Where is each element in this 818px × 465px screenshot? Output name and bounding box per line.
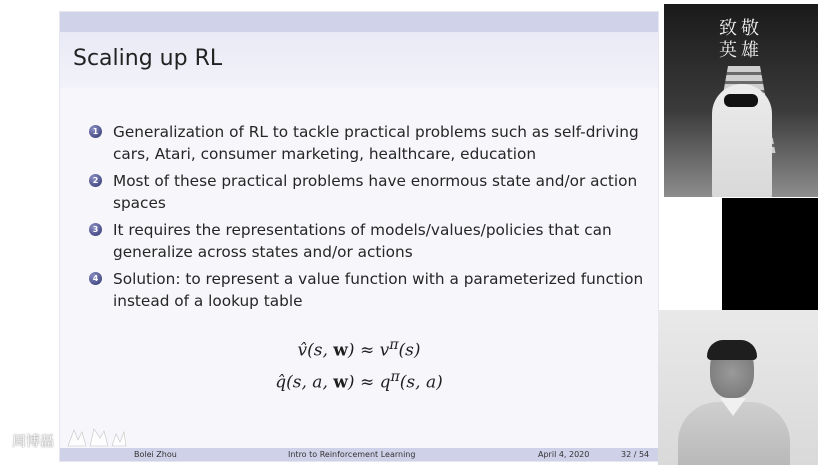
- value-function-formula: v̂(s, $w) \approx v^\pi(s)$: [297, 337, 421, 361]
- bullet-item: [87, 121, 647, 165]
- formula-block: [60, 332, 658, 395]
- presenter-hair: [707, 340, 757, 360]
- watermark-text: 周博磊: [12, 434, 54, 450]
- bullet-text: Generalization of RL to tackle practical problems such as self-driving cars, Atari, consumer marketing, healthcare, education: [113, 123, 639, 163]
- footer-date: April 4, 2020: [538, 450, 590, 459]
- slide: [60, 12, 658, 461]
- bullet-number-icon: 4: [89, 272, 102, 285]
- artwork-video-panel: [664, 4, 818, 197]
- footer-course: Intro to Reinforcement Learning: [288, 450, 416, 459]
- bullet-text: It requires the representations of models/values/policies that can generalize across states and/or actions: [113, 221, 612, 261]
- slide-top-strip: [60, 12, 658, 32]
- bullet-list: [87, 121, 647, 317]
- bullet-item: [87, 219, 647, 263]
- slide-footer: [60, 448, 658, 461]
- presenter-webcam: [658, 310, 818, 465]
- watermark-logo-icon: [66, 426, 128, 448]
- blank-video-panel: [722, 198, 818, 310]
- bullet-number-icon: 2: [89, 174, 102, 187]
- bullet-number-icon: 1: [89, 125, 102, 138]
- bullet-item: [87, 268, 647, 312]
- goggles-illustration: [724, 94, 758, 107]
- slide-title-bar: [60, 32, 658, 88]
- footer-author: Bolei Zhou: [134, 450, 177, 459]
- bullet-text: Solution: to represent a value function with a parameterized function instead of a lookup table: [113, 270, 644, 310]
- bullet-text: Most of these practical problems have enormous state and/or action spaces: [113, 172, 638, 212]
- bullet-number-icon: 3: [89, 223, 102, 236]
- action-value-formula: q̂(s, a, $w) \approx q^\pi(s$, a): [275, 368, 443, 393]
- calligraphy-text: 致敬 英雄: [719, 18, 763, 61]
- footer-page-number: 32 / 54: [621, 450, 650, 459]
- slide-title: Scaling up RL: [73, 46, 223, 71]
- bullet-item: [87, 170, 647, 214]
